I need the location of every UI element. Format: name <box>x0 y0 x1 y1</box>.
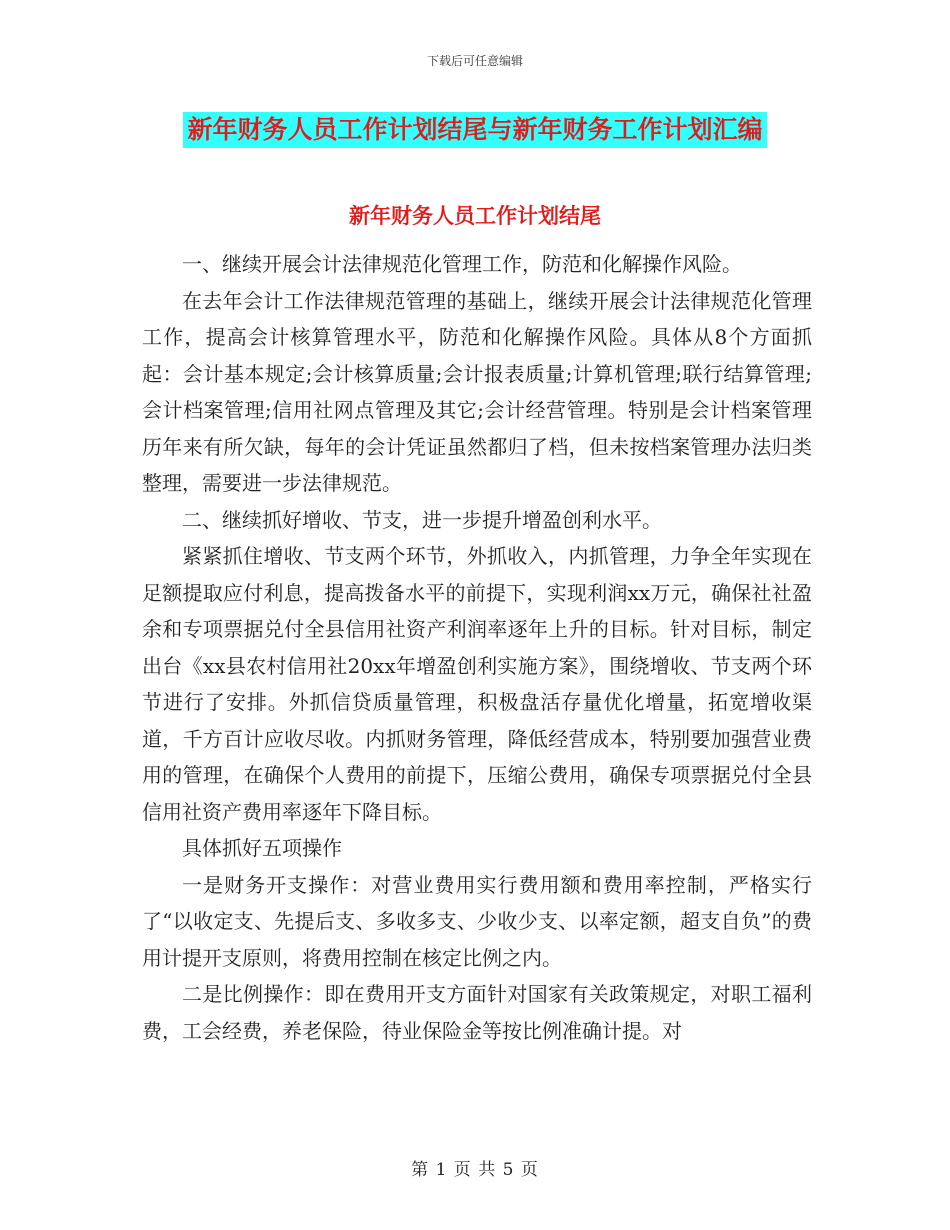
section-title: 新年财务人员工作计划结尾 <box>349 204 601 228</box>
paragraph-6: 一是财务开支操作：对营业费用实行费用额和费用率控制，严格实行了“以收定支、先提后支、多收多支、少收少支、以率定额，超支自负”的费用计提开支原则，将费用控制在核定比例之内。 <box>142 872 812 970</box>
paragraph-4: 紧紧抓住增收、节支两个环节，外抓收入，内抓管理，力争全年实现在足额提取应付利息，提高拨备水平的前提下，实现利润xx万元，确保社社盈余和专项票据兑付全县信用社资产利润率逐年上升的目标。针对目标，制定出台《xx县农村信用社20xx年增盈创利实施方案》，围绕增收、节支两个环节进行了安排。外抓信贷质量管理，积极盘活存量优化增量，拓宽增收渠道，千方百计应收尽收。内抓财务管理，降低经营成本，特别要加强营业费用的管理，在确保个人费用的前提下，压缩公费用，确保专项票据兑付全县信用社资产费用率逐年下降目标。 <box>142 544 812 824</box>
paragraph-3: 二、继续抓好增收、节支，进一步提升增盈创利水平。 <box>182 507 662 532</box>
page-footer: 第 1 页 共 5 页 <box>411 1160 539 1180</box>
paragraph-1: 一、继续开展会计法律规范化管理工作，防范和化解操作风险。 <box>182 252 742 276</box>
paragraph-5: 具体抓好五项操作 <box>182 836 342 860</box>
paragraph-2: 在去年会计工作法律规范管理的基础上，继续开展会计法律规范化管理工作，提高会计核算管理水平，防范和化解操作风险。具体从8个方面抓起：会计基本规定;会计核算质量;会计报表质量;计算机管理;联行结算管理;会计档案管理;信用社网点管理及其它;会计经营管理。特别是会计档案管理历年来有所欠缺，每年的会计凭证虽然都归了档，但未按档案管理办法归类整理，需要进一步法律规范。 <box>142 288 812 495</box>
header-note: 下载后可任意编辑 <box>426 54 523 68</box>
paragraph-7: 二是比例操作：即在费用开支方面针对国家有关政策规定，对职工福利费，工会经费，养老保险，待业保险金等按比例准确计提。对 <box>142 982 812 1043</box>
document-body <box>142 246 812 1049</box>
document-title-wrap <box>0 112 950 148</box>
document-title: 新年财务人员工作计划结尾与新年财务工作计划汇编 <box>183 112 766 148</box>
